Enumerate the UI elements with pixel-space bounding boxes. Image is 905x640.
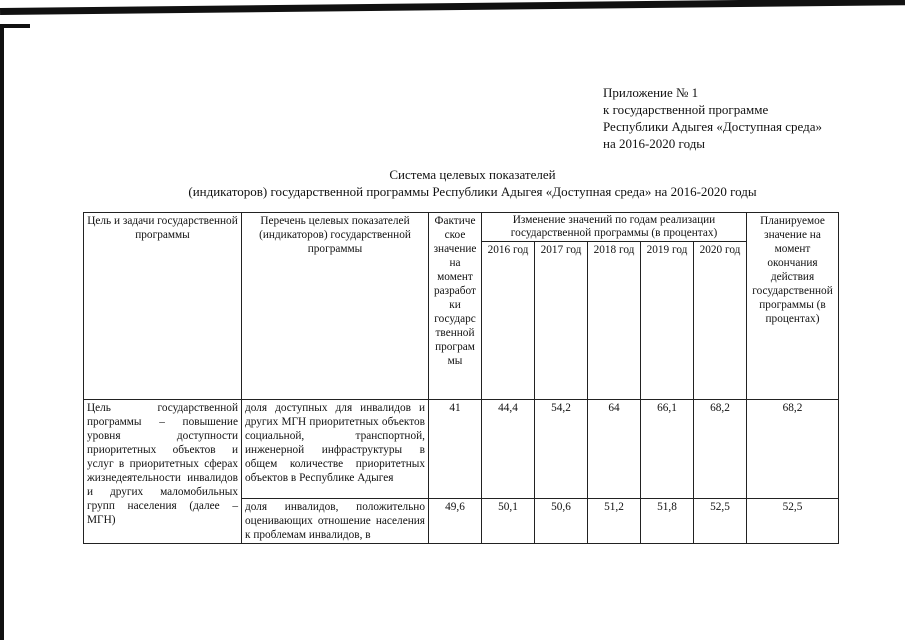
planned-value: 52,5 [747, 499, 839, 544]
actual-value: 41 [429, 400, 482, 499]
value-2016: 44,4 [482, 400, 535, 499]
appendix-line: Приложение № 1 [603, 85, 699, 100]
appendix-line: на 2016-2020 годы [603, 136, 706, 151]
appendix-line: к государственной программе [603, 102, 769, 117]
header-change-by-year: Изменение значений по годам реализации государственной программы (в процентах) [482, 213, 747, 242]
actual-value: 49,6 [429, 499, 482, 544]
document-subtitle: (индикаторов) государственной программы Республики Адыгея «Доступная среда» на 2016-2020 годы [188, 184, 757, 199]
value-2017: 50,6 [535, 499, 588, 544]
header-indicators: Перечень целевых показателей (индикаторов) государственной программы [242, 213, 429, 400]
header-planned: Планируемое значение на момент окончания действия государственной программы (в процентах) [747, 213, 839, 400]
planned-value: 68,2 [747, 400, 839, 499]
appendix-line: Республики Адыгея «Доступная среда» [603, 119, 823, 134]
header-goal: Цель и задачи государственной программы [84, 213, 242, 400]
value-2018: 51,2 [588, 499, 641, 544]
header-year-2019: 2019 год [641, 242, 694, 400]
document-title: Система целевых показателей [389, 167, 556, 182]
header-year-2017: 2017 год [535, 242, 588, 400]
header-year-2020: 2020 год [694, 242, 747, 400]
value-2016: 50,1 [482, 499, 535, 544]
value-2017: 54,2 [535, 400, 588, 499]
value-2020: 52,5 [694, 499, 747, 544]
scan-border-left [0, 24, 4, 640]
header-actual: Фактическое значение на момент разработки государственной программы [429, 213, 482, 400]
value-2019: 66,1 [641, 400, 694, 499]
indicators-table [83, 212, 839, 544]
goal-cell: Цель государственной программы – повышение уровня доступности приоритетных объектов и услуг в приоритетных сферах жизнедеятельности инвалидов и других маломобильных групп населения (далее – МГН) [84, 400, 242, 544]
indicator-cell: доля доступных для инвалидов и других МГН приоритетных объектов социальной, транспортной, инженерной инфраструктуры в общем количестве приоритетных объектов в Республике Адыгея [242, 400, 429, 499]
header-year-2018: 2018 год [588, 242, 641, 400]
value-2019: 51,8 [641, 499, 694, 544]
indicator-cell: доля инвалидов, положительно оценивающих отношение населения к проблемам инвалидов, в [242, 499, 429, 544]
value-2018: 64 [588, 400, 641, 499]
scan-border-corner [0, 24, 30, 28]
table-row [84, 400, 839, 499]
appendix-note [603, 84, 822, 152]
header-year-2016: 2016 год [482, 242, 535, 400]
value-2020: 68,2 [694, 400, 747, 499]
scan-border-top [0, 0, 905, 15]
